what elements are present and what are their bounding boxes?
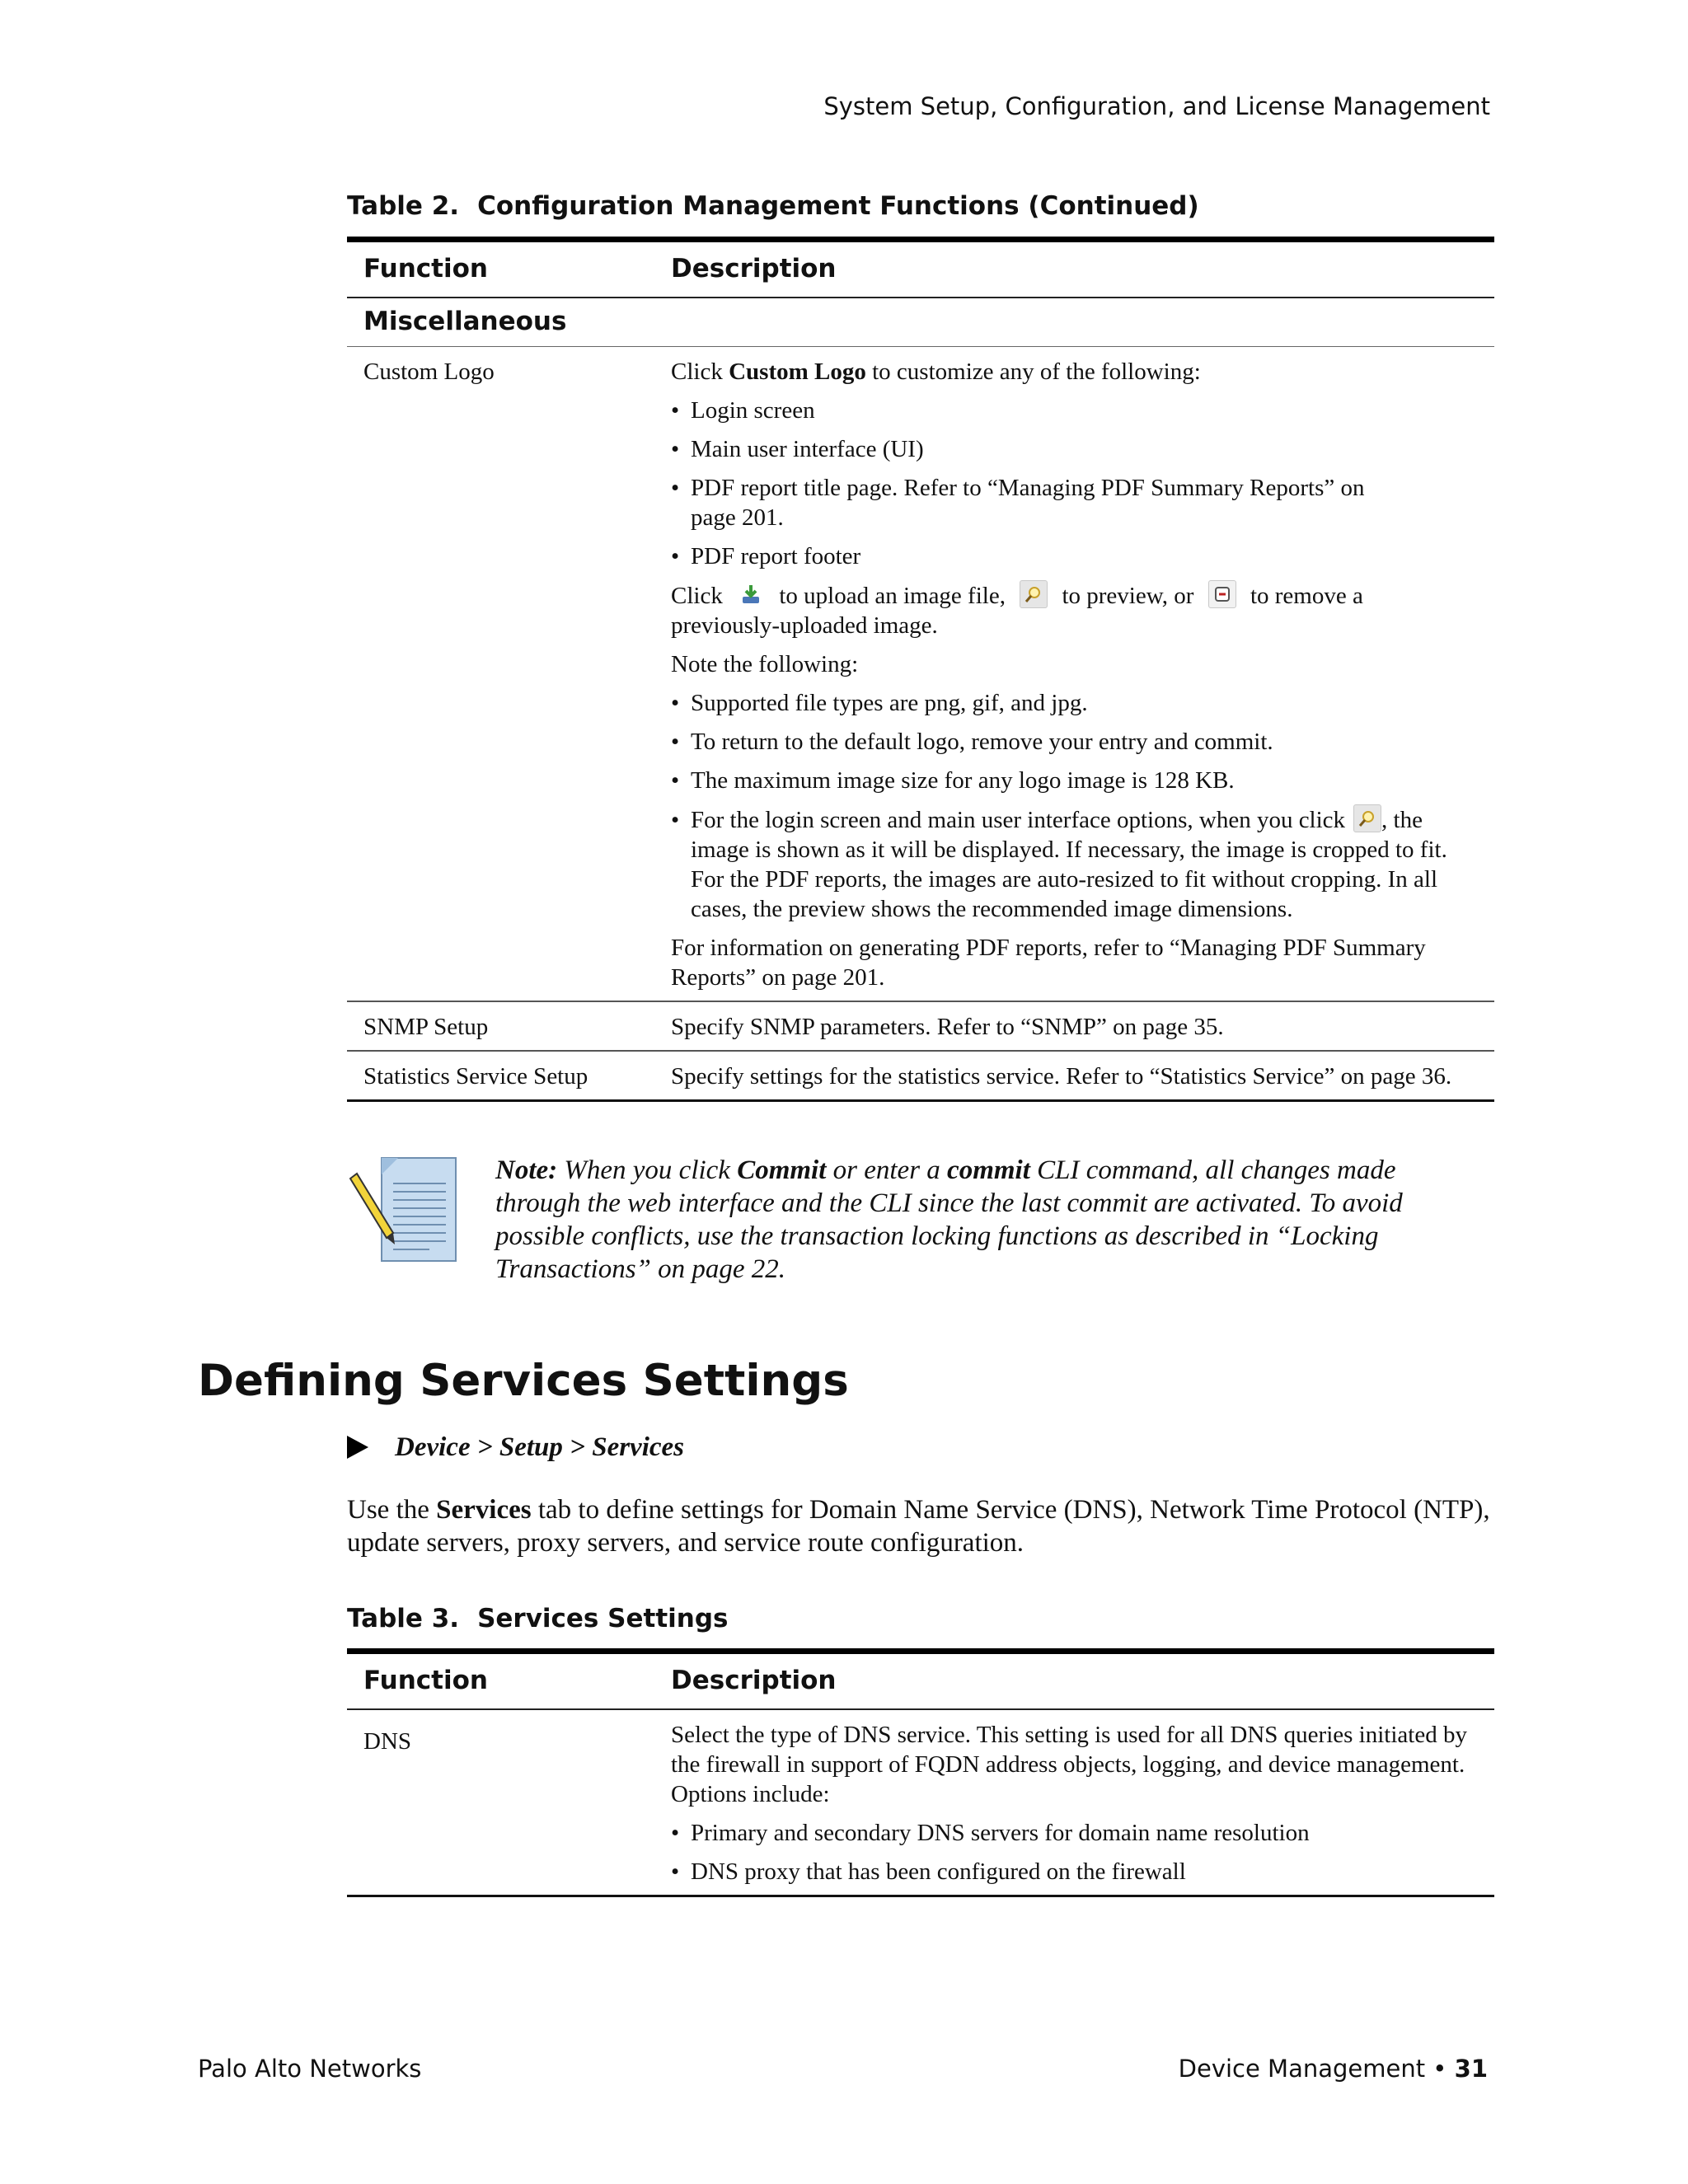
table2-header-row: [347, 240, 1494, 298]
click-text: to upload an image file,: [779, 583, 1006, 609]
table-row: [347, 347, 1494, 1002]
column-header-description: Description: [654, 240, 1494, 298]
list-item: • Primary and secondary DNS servers for domain name resolution: [671, 1818, 1478, 1848]
list-item: • The maximum image size for any logo image is 128 KB.: [671, 766, 1478, 795]
footer-right: [1179, 2055, 1488, 2083]
dns-description: Select the type of DNS service. This setting is used for all DNS queries initiated by the firewall in support of FQDN address objects, logging, and device management. Options include:: [671, 1722, 1467, 1807]
table2-section-row: [347, 298, 1494, 347]
intro-text-end: tab to define settings for Domain Name Service (DNS), Network Time Protocol (NTP), update servers, proxy servers, and service route configuration.: [347, 1495, 1490, 1558]
click-text: Click: [671, 583, 723, 609]
note-bold-commit: Commit: [737, 1155, 827, 1185]
footer-left: Palo Alto Networks: [198, 2055, 422, 2083]
table3-title: Services Settings: [477, 1604, 729, 1633]
column-header-description: Description: [654, 1652, 1494, 1710]
table-row: [347, 1709, 1494, 1896]
table-row: [347, 1051, 1494, 1101]
table3-label: Table 3.: [347, 1604, 460, 1633]
closing-text: For information on generating PDF reports, refer to “Managing PDF Summary Reports” on page 201.: [671, 935, 1426, 991]
note-bold-commit-cli: commit: [947, 1155, 1030, 1185]
arrow-right-icon: [347, 1436, 368, 1459]
upload-icon[interactable]: [737, 580, 765, 608]
list-item: • PDF report title page. Refer to “Managing PDF Summary Reports” on page 201.: [671, 473, 1478, 532]
note-pad-icon: [347, 1154, 462, 1269]
note-text: [495, 1154, 1443, 1286]
intro-text: Use the: [347, 1495, 437, 1525]
table2-title: Configuration Management Functions (Continued): [477, 191, 1199, 221]
footer-section-name: Device Management •: [1178, 2055, 1455, 2083]
running-head: System Setup, Configuration, and License Management: [823, 92, 1490, 120]
list-item: • PDF report footer: [671, 541, 1478, 571]
list-item: • DNS proxy that has been configured on the firewall: [671, 1857, 1478, 1886]
intro-text: Click: [671, 359, 729, 385]
list-item: • Login screen: [671, 396, 1478, 425]
note-intro: Note the following:: [671, 651, 859, 677]
table2-label: Table 2.: [347, 191, 460, 221]
list-item: • To return to the default logo, remove your entry and commit.: [671, 727, 1478, 757]
column-header-function: Function: [347, 1652, 654, 1710]
section-intro: [347, 1493, 1494, 1559]
function-cell: Statistics Service Setup: [347, 1051, 654, 1101]
description-cell: Specify SNMP parameters. Refer to “SNMP” on page 35.: [654, 1001, 1494, 1051]
intro-text-end: to customize any of the following:: [865, 359, 1201, 385]
note-text-part: or enter a: [826, 1155, 948, 1185]
description-cell: [654, 1709, 1494, 1896]
description-cell: [654, 347, 1494, 1002]
page-number: 31: [1454, 2055, 1488, 2083]
function-cell: SNMP Setup: [347, 1001, 654, 1051]
click-text: to preview, or: [1062, 583, 1194, 609]
function-cell: DNS: [347, 1709, 654, 1896]
section-miscellaneous: Miscellaneous: [347, 298, 1494, 347]
login-note-text-end: , the image is shown as it will be displayed. If necessary, the image is cropped to fit. For the PDF reports, the images are auto-resized to fit without cropping. In all cases, the preview shows the recommended image dimensions.: [691, 807, 1447, 922]
note-box: [347, 1154, 1494, 1294]
table3-caption: [347, 1604, 729, 1633]
preview-icon[interactable]: [1353, 804, 1381, 832]
click-instructions: [671, 580, 1478, 640]
table2-caption: [347, 191, 1199, 221]
note-label: Note:: [495, 1155, 558, 1185]
nav-path-text: Device > Setup > Services: [395, 1432, 685, 1462]
list-item: • Supported file types are png, gif, and jpg.: [671, 688, 1478, 718]
column-header-function: Function: [347, 240, 654, 298]
remove-icon[interactable]: [1208, 580, 1236, 608]
note-text-part: CLI command, all changes made through the web interface and the CLI since the last commit are activated. To avoid possible conflicts, use the transaction locking functions as described in “Locking Transactions” on page 22.: [495, 1155, 1403, 1284]
click-text: to remove a previously-uploaded image.: [671, 583, 1363, 639]
section-title: Defining Services Settings: [198, 1356, 849, 1406]
list-item: [671, 804, 1478, 924]
preview-icon[interactable]: [1020, 580, 1048, 608]
nav-path: [347, 1432, 684, 1463]
table3: [347, 1648, 1494, 1897]
description-cell: Specify settings for the statistics service. Refer to “Statistics Service” on page 36.: [654, 1051, 1494, 1101]
function-cell: Custom Logo: [347, 347, 654, 1002]
note-text-part: When you click: [557, 1155, 738, 1185]
intro-bold: Custom Logo: [729, 359, 866, 385]
table2: [347, 237, 1494, 1102]
login-note-text: For the login screen and main user interface options, when you click: [691, 807, 1346, 833]
list-item: • Main user interface (UI): [671, 434, 1478, 464]
custom-logo-intro: [671, 357, 1478, 387]
intro-bold: Services: [436, 1495, 532, 1525]
table-row: [347, 1001, 1494, 1051]
table3-header-row: [347, 1652, 1494, 1710]
